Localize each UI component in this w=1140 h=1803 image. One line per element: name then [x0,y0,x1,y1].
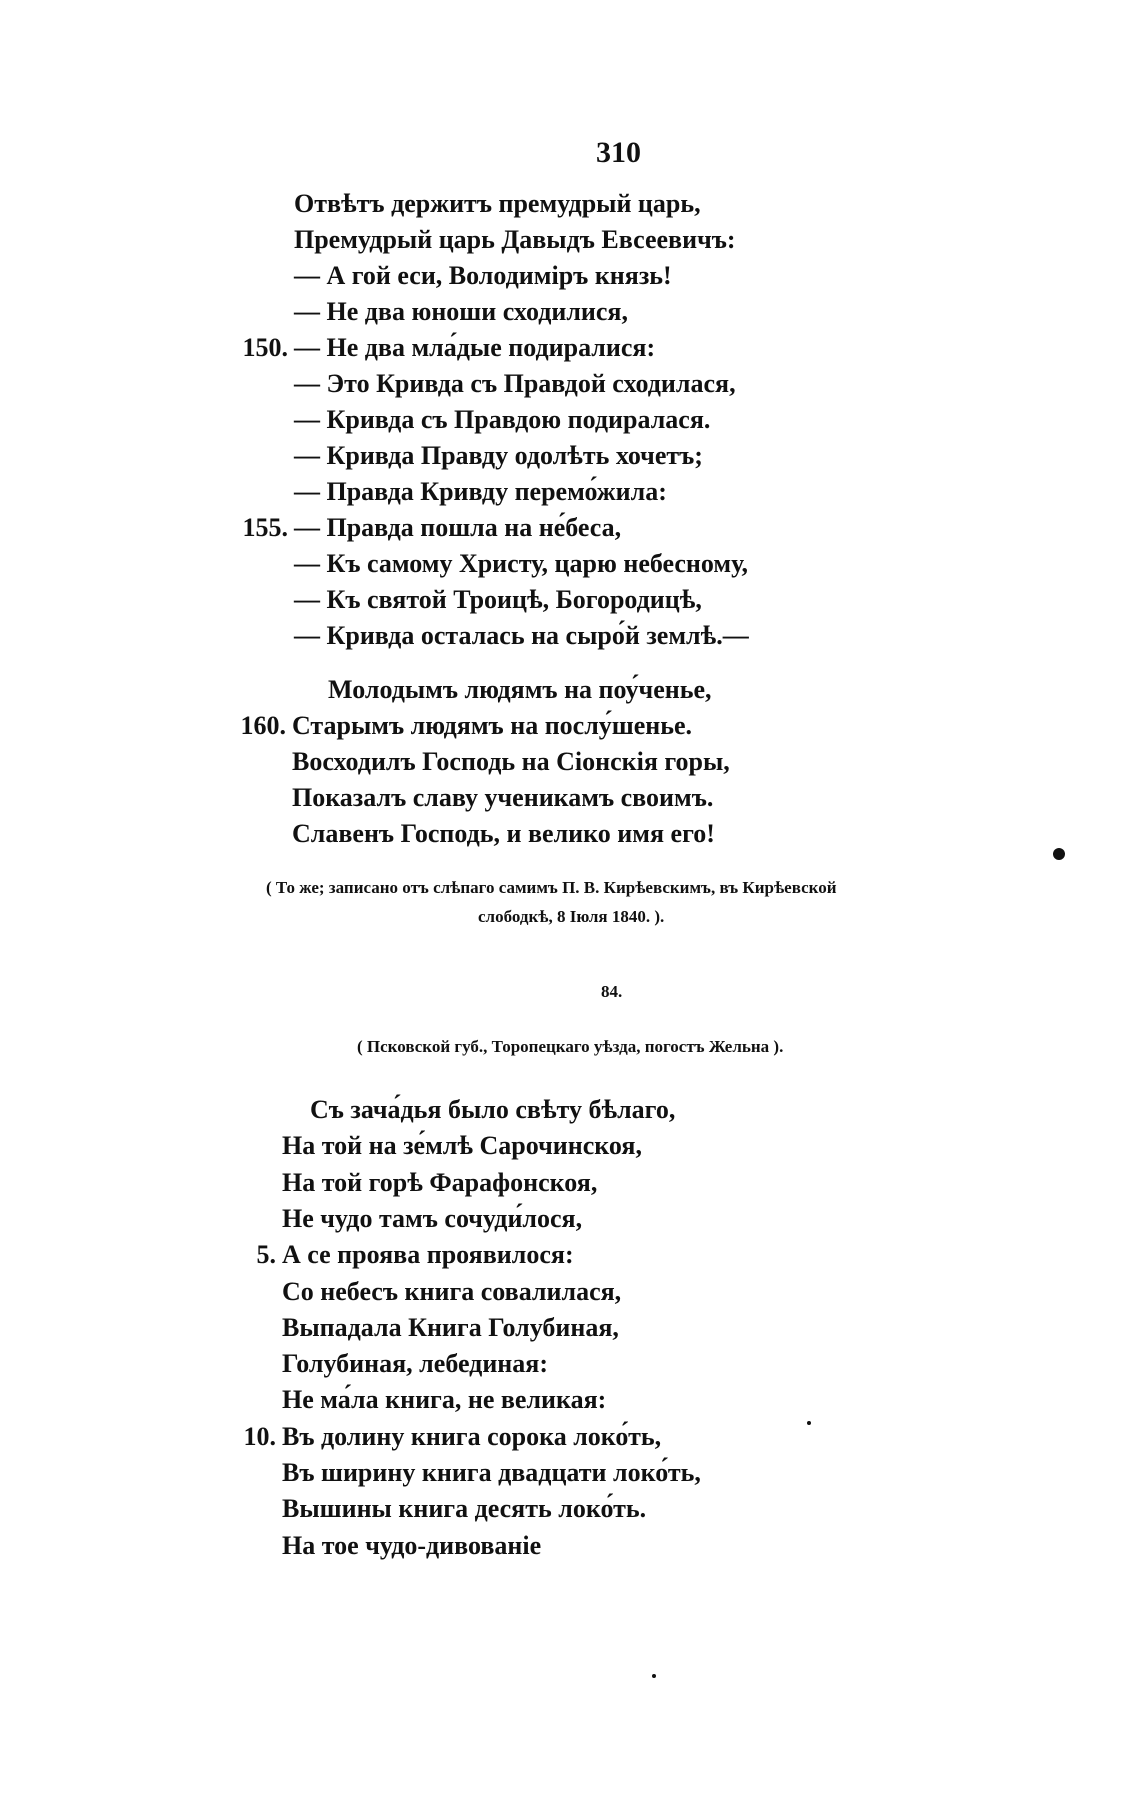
verse-text: Премудрый царь Давыдъ Евсеевичъ: [294,225,736,254]
location-note: ( Псковской губ., Торопецкаго уѣзда, погостъ Жельна ). [357,1037,784,1056]
verse-line [294,474,667,510]
verse-text: Отвѣтъ держитъ премудрый царь, [294,189,701,218]
verse-line [282,1165,597,1201]
verse-line [282,1274,621,1310]
ink-speck [652,1674,656,1678]
verse-text: А се проява проявилося: [282,1240,574,1270]
verse-line [292,816,715,852]
verse-text: Молодымъ людямъ на поу́ченье, [328,675,712,704]
verse-text: Славенъ Господь, и велико имя его! [292,819,715,848]
line-number: 160. [240,711,286,740]
source-note-line-1: ( То же; записано отъ слѣпаго самимъ П. В. Кирѣевскимъ, въ Кирѣевской [266,878,837,897]
line-number: 155. [242,513,288,542]
verse-text: Показалъ славу ученикамъ своимъ. [292,783,714,812]
verse-text: Въ долину книга сорока локо́ть, [282,1421,662,1451]
verse-text: — Правда Кривду перемо́жила: [294,477,667,506]
page-number: 310 [596,136,641,169]
verse-text: Старымъ людямъ на послу́шенье. [292,711,693,740]
verse-text: — Правда пошла на не́беса, [294,513,622,542]
verse-text: — Кривда съ Правдою подиралася. [294,405,711,434]
verse-line [294,582,702,618]
verse-line [292,780,713,816]
verse-text: На тое чудо-дивованіе [282,1530,542,1560]
verse-line [256,1237,574,1273]
verse-text: — А гой еси, Володиміръ князь! [294,261,672,290]
verse-line [282,1128,642,1164]
verse-line [242,330,656,366]
verse-line [294,438,703,474]
verse-line [282,1346,548,1382]
verse-text: Выпадала Книга Голубиная, [282,1312,619,1342]
verse-text: Голубиная, лебединая: [282,1349,549,1379]
verse-text: Не чудо тамъ сочуди́лося, [282,1203,583,1233]
verse-line [294,402,710,438]
source-note-line-2: слободкѣ, 8 Іюля 1840. ). [478,907,665,926]
verse-line [240,708,693,744]
verse-line [294,294,628,330]
verse-text: — Къ святой Троицѣ, Богородицѣ, [294,585,702,614]
verse-text: Не ма́ла книга, не великая: [282,1385,607,1415]
verse-line [282,1310,619,1346]
verse-text: — Кривда осталась на сыро́й землѣ.— [294,621,749,650]
verse-text: На той на зе́млѣ Сарочинскоя, [282,1131,642,1161]
verse-text: — Кривда Правду одолѣть хочетъ; [294,441,703,470]
verse-line [292,744,730,780]
verse-line [294,186,701,222]
verse-line [282,1528,541,1564]
verse-line [282,1201,582,1237]
verse-line [310,1092,675,1128]
verse-text: — Къ самому Христу, царю небесному, [294,549,749,578]
verse-line [328,672,712,708]
verse-line [294,618,749,654]
verse-line [294,258,672,294]
section-number: 84. [601,982,623,1001]
verse-text: На той горѣ Фарафонскоя, [282,1167,598,1197]
verse-line [282,1382,606,1418]
verse-text: Въ ширину книга двадцати локо́ть, [282,1458,701,1487]
verse-text: — Это Кривда съ Правдой сходилася, [294,369,736,398]
verse-line [282,1455,701,1491]
verse-text: — Не два юноши сходилися, [294,297,629,326]
verse-text: Восходилъ Господь на Сіонскія горы, [292,747,730,776]
verse-text: — Не два мла́дые подиралися: [294,333,656,362]
verse-line [243,1419,662,1455]
verse-line [282,1491,646,1527]
line-number: 5. [256,1240,276,1270]
verse-text: Вышины книга десять локо́ть. [282,1494,647,1524]
ink-speck [1053,848,1065,860]
line-number: 150. [242,333,288,362]
verse-line [294,366,736,402]
verse-text: Съ зача́дья было свѣту бѣлаго, [310,1095,676,1124]
verse-text: Со небесъ книга совалилася, [282,1276,622,1306]
verse-line [294,222,736,258]
verse-line [294,546,748,582]
verse-line [242,510,622,546]
ink-speck [807,1421,811,1425]
line-number: 10. [243,1421,276,1451]
